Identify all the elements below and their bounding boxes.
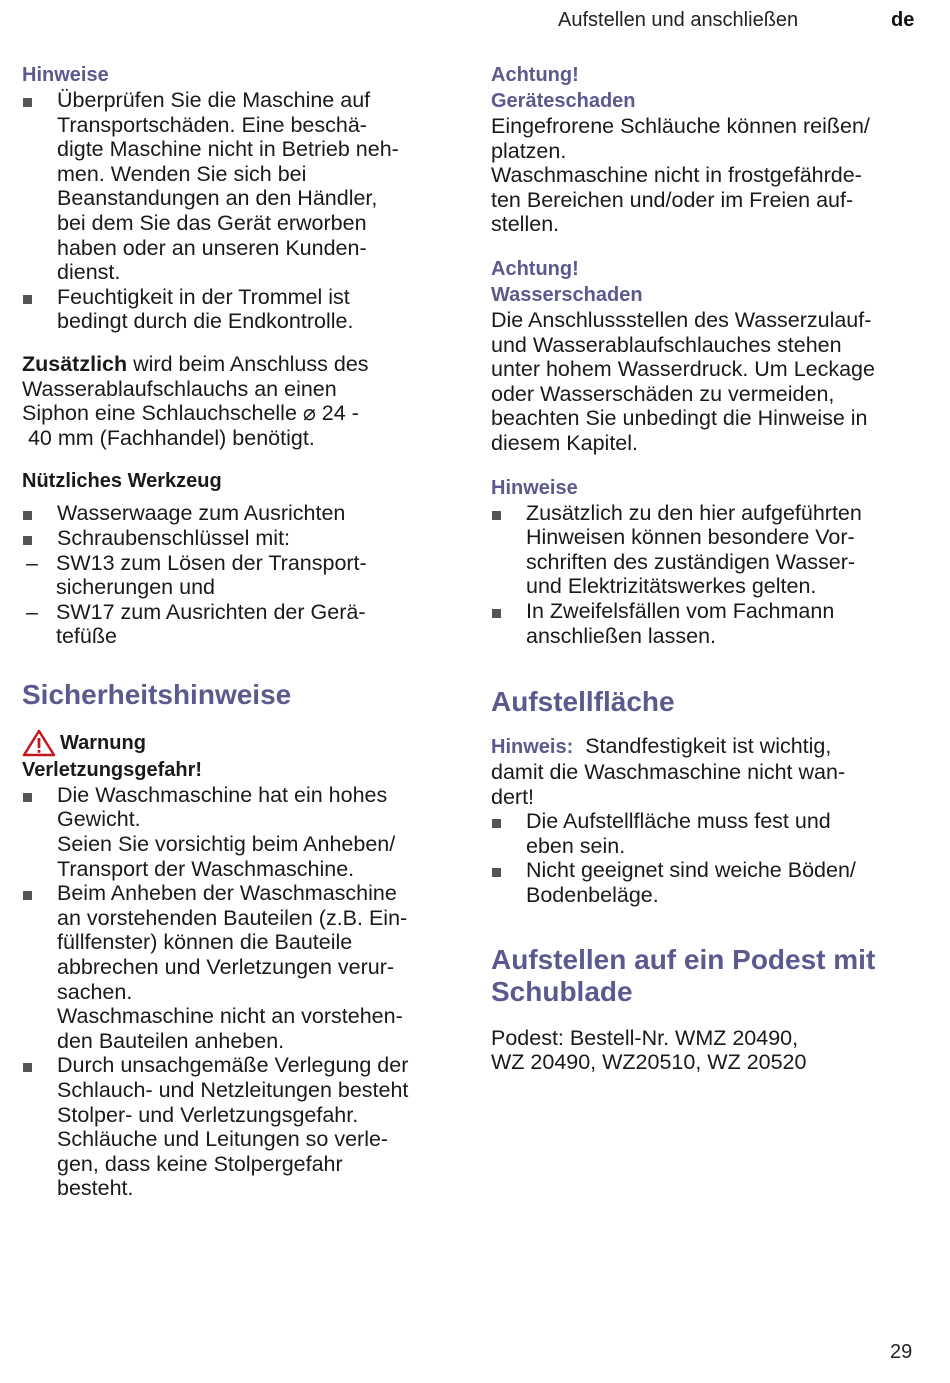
achtung-text: Eingefrorene Schläuche können reißen/ platzen. Waschmaschine nicht in frostgefährde- ten Bereichen und/oder im Freien auf- stellen. bbox=[491, 114, 870, 237]
podest-heading: Aufstellen auf ein Podest mit Schublade bbox=[491, 943, 876, 1007]
warnung-subtitle: Verletzungsgefahr! bbox=[22, 758, 203, 781]
hinweis-label: Hinweis: bbox=[491, 736, 574, 759]
werkzeug-list bbox=[22, 501, 452, 649]
achtung-label: Achtung! bbox=[491, 257, 579, 280]
list-item: Schraubenschlüssel mit: – SW13 zum Lösen der Transport- sicherungen und – SW17 zum Ausrichten der Gerä- tefüße bbox=[22, 526, 452, 649]
warning-triangle-icon bbox=[22, 729, 56, 757]
list-item: Feuchtigkeit in der Trommel ist bedingt durch die Endkontrolle. bbox=[22, 285, 452, 334]
list-item: Überprüfen Sie die Maschine auf Transportschäden. Eine beschä- digte Maschine nicht in Betrieb neh- men. Wenden Sie sich bei Beanstandungen an den Händler, bei dem Sie das Gerät erworben haben oder an unseren Kunden- dienst. bbox=[22, 88, 452, 285]
list-item: Nicht geeignet sind weiche Böden/ Bodenbeläge. bbox=[491, 858, 921, 907]
achtung-label: Achtung! bbox=[491, 64, 579, 86]
list-item: Die Aufstellfläche muss fest und eben sein. bbox=[491, 809, 921, 858]
achtung-text: Die Anschlussstellen des Wasserzulauf- und Wasserablaufschlauches stehen unter hohem Wasserdruck. Um Leckage oder Wasserschäden zu vermeiden, beachten Sie unbedingt die Hinweise in diesem Kapitel. bbox=[491, 307, 875, 455]
running-header-title: Aufstellen und anschließen bbox=[558, 9, 799, 31]
hinweise-list bbox=[491, 501, 921, 649]
right-column bbox=[491, 62, 921, 1075]
list-item: Zusätzlich zu den hier aufgeführten Hinweisen können besondere Vor- schriften des zuständigen Wasser- und Elektrizitätswerkes gelten. bbox=[491, 501, 921, 599]
achtung-subtitle: Geräteschaden bbox=[491, 90, 636, 112]
sicherheit-heading: Sicherheitshinweise bbox=[22, 678, 292, 710]
hinweise-label: Hinweise bbox=[22, 64, 109, 86]
sub-list-item: – SW17 zum Ausrichten der Gerä- tefüße bbox=[22, 600, 452, 649]
sub-list-item: – SW13 zum Lösen der Transport- sicherungen und bbox=[22, 551, 452, 600]
list-item: In Zweifelsfällen vom Fachmann anschließen lassen. bbox=[491, 599, 921, 648]
list-item: Wasserwaage zum Ausrichten bbox=[22, 501, 452, 526]
left-column bbox=[22, 62, 452, 1201]
warnung-label: Warnung bbox=[60, 731, 146, 754]
language-tag: de bbox=[891, 9, 915, 31]
list-item: Durch unsachgemäße Verlegung der Schlauch- und Netzleitungen besteht Stolper- und Verletzungsgefahr. Schläuche und Leitungen so verle- gen, dass keine Stolpergefahr besteht. bbox=[22, 1053, 452, 1201]
list-item: Beim Anheben der Waschmaschine an vorstehenden Bauteilen (z.B. Ein- füllfenster) können die Bauteile abbrechen und Verletzungen verur- sachen. Waschmaschine nicht an vorstehen- den Bauteilen anheben. bbox=[22, 881, 452, 1053]
zusatz-paragraph: Zusätzlich wird beim Anschluss des Wasserablaufschlauchs an einen Siphon eine Schlauchschelle ⌀ 24 - 40 mm (Fachhandel) benötigt. bbox=[22, 351, 369, 450]
podest-text: Podest: Bestell-Nr. WMZ 20490, WZ 20490, WZ20510, WZ 20520 bbox=[491, 1025, 807, 1075]
hinweise-label: Hinweise bbox=[491, 476, 578, 499]
hinweis-paragraph: Hinweis: Standfestigkeit ist wichtig, damit die Waschmaschine nicht wan- dert! bbox=[491, 734, 846, 809]
warnung-row bbox=[22, 729, 452, 757]
aufstellflaeche-heading: Aufstellfläche bbox=[491, 686, 675, 718]
list-item: Die Waschmaschine hat ein hohes Gewicht. Seien Sie vorsichtig beim Anheben/ Transport der Waschmaschine. bbox=[22, 783, 452, 881]
werkzeug-sublist bbox=[22, 551, 452, 649]
hinweise-list bbox=[22, 88, 452, 334]
aufstell-list bbox=[491, 809, 921, 907]
achtung-subtitle: Wasserschaden bbox=[491, 283, 643, 306]
warnung-list bbox=[22, 783, 452, 1201]
werkzeug-heading: Nützliches Werkzeug bbox=[22, 470, 222, 493]
page-number: 29 bbox=[890, 1341, 913, 1363]
